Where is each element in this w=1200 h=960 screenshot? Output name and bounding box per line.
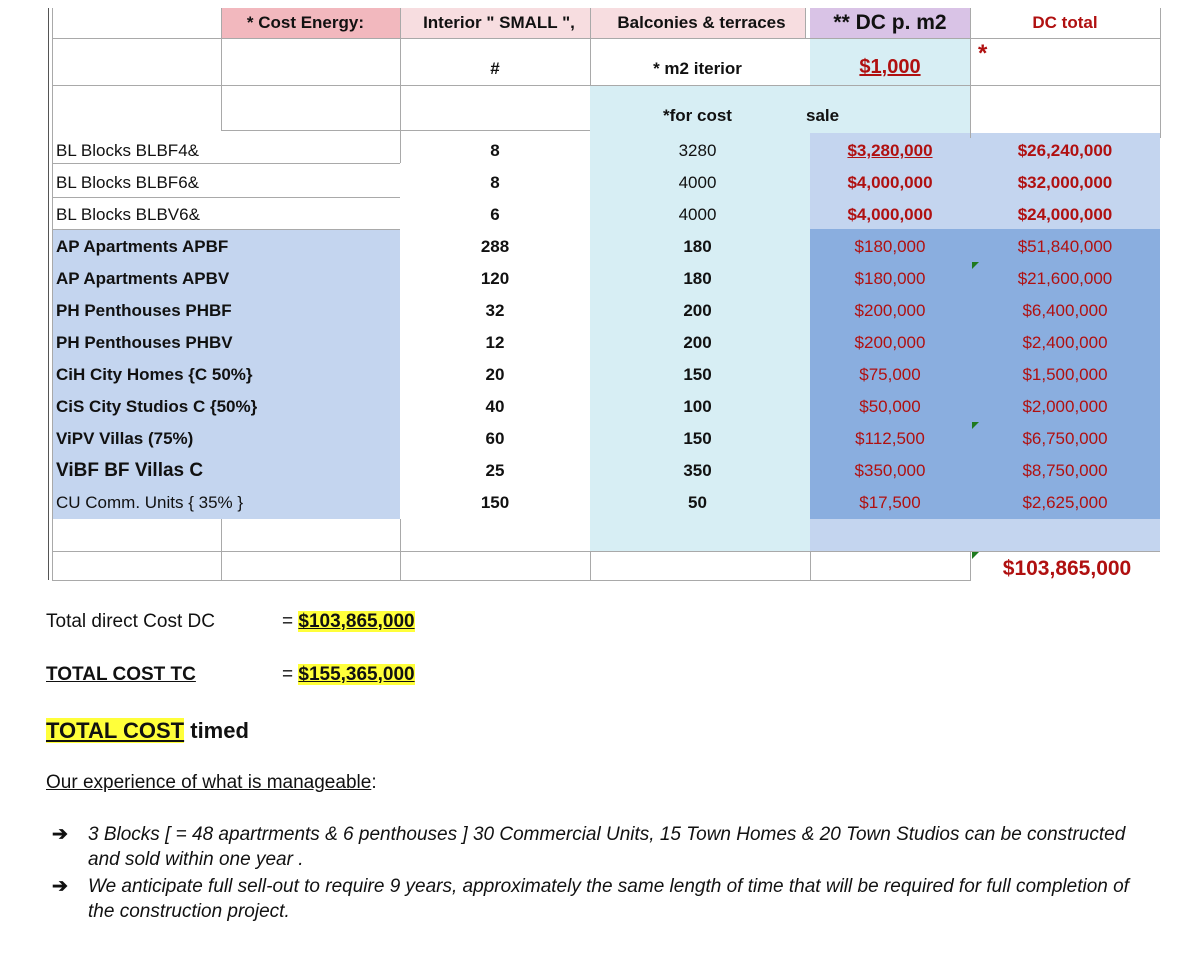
row-dc-per-unit: $200,000 xyxy=(854,333,926,352)
row-dc-total: $2,000,000 xyxy=(1022,397,1108,416)
row-count: 6 xyxy=(490,205,500,224)
total-cost-tc xyxy=(282,664,415,686)
balconies-terraces-header: Balconies & terraces xyxy=(617,13,786,32)
row-m2: 180 xyxy=(683,269,712,288)
total-direct-cost-value: $103,865,000 xyxy=(298,611,415,632)
count-header: # xyxy=(490,59,500,78)
row-label: ViPV Villas (75%) xyxy=(56,429,194,448)
row-dc-per-unit: $4,000,000 xyxy=(847,173,933,192)
experience-heading xyxy=(46,772,377,794)
row-dc-total: $2,625,000 xyxy=(1022,493,1108,512)
total-direct-cost-label: Total direct Cost DC xyxy=(46,611,215,632)
note-text: We anticipate full sell-out to require 9 years, approximately the same length of time that will be required for full completion of the construction project. xyxy=(88,876,1129,922)
row-label: BL Blocks BLBF6& xyxy=(56,173,199,192)
list-item xyxy=(52,822,1132,872)
row-dc-per-unit: $180,000 xyxy=(854,269,926,288)
row-dc-per-unit: $200,000 xyxy=(854,301,926,320)
total-cost-tc-label: TOTAL COST TC xyxy=(46,664,196,685)
row-label: CiH City Homes {C 50%} xyxy=(56,365,253,384)
row-count: 25 xyxy=(485,461,505,480)
row-m2: 3280 xyxy=(678,141,717,160)
list-item xyxy=(52,874,1132,924)
grand-total-value: $103,865,000 xyxy=(1002,557,1132,580)
dc-rate-value: $1,000 xyxy=(859,56,921,78)
row-m2: 350 xyxy=(683,461,712,480)
arrow-right-icon: ➔ xyxy=(52,876,68,897)
for-cost-label: *for cost xyxy=(663,106,732,125)
row-count: 60 xyxy=(485,429,505,448)
row-dc-total: $24,000,000 xyxy=(1017,205,1113,224)
row-m2: 150 xyxy=(683,365,712,384)
total-direct-cost xyxy=(282,611,415,633)
comment-flag-icon xyxy=(972,422,979,429)
cost-energy-header: * Cost Energy: xyxy=(246,13,364,32)
row-count: 288 xyxy=(480,237,510,256)
row-dc-total: $6,750,000 xyxy=(1022,429,1108,448)
row-label: ViBF BF Villas C xyxy=(56,460,204,481)
row-label: AP Apartments APBF xyxy=(56,237,229,256)
m2-interior-header: * m2 iterior xyxy=(653,59,742,78)
row-dc-per-unit: $3,280,000 xyxy=(847,141,933,160)
row-count: 20 xyxy=(485,365,505,384)
total-cost-tc-value: $155,365,000 xyxy=(298,664,415,685)
asterisk-marker: * xyxy=(978,40,988,67)
total-cost-timed xyxy=(46,718,249,744)
arrow-right-icon: ➔ xyxy=(52,824,68,845)
row-m2: 4000 xyxy=(678,205,717,224)
total-cost-timed-label: TOTAL COST xyxy=(46,718,185,743)
row-dc-total: $51,840,000 xyxy=(1017,237,1113,256)
experience-colon: : xyxy=(371,772,377,793)
row-dc-total: $2,400,000 xyxy=(1022,333,1108,352)
row-dc-per-unit: $50,000 xyxy=(859,397,921,416)
row-dc-total: $21,600,000 xyxy=(1017,269,1113,288)
row-count: 40 xyxy=(485,397,505,416)
equals-sign: = xyxy=(282,611,299,632)
row-dc-total: $8,750,000 xyxy=(1022,461,1108,480)
comment-flag-icon xyxy=(972,262,979,269)
sale-label: sale xyxy=(806,106,840,125)
row-dc-total: $6,400,000 xyxy=(1022,301,1108,320)
row-dc-total: $1,500,000 xyxy=(1022,365,1108,384)
row-label: PH Penthouses PHBV xyxy=(56,333,233,352)
row-m2: 4000 xyxy=(678,173,717,192)
row-dc-total: $26,240,000 xyxy=(1017,141,1113,160)
row-dc-per-unit: $180,000 xyxy=(854,237,926,256)
row-label: PH Penthouses PHBF xyxy=(56,301,232,320)
row-count: 150 xyxy=(480,493,510,512)
row-dc-per-unit: $4,000,000 xyxy=(847,205,933,224)
experience-notes xyxy=(52,822,1132,926)
row-count: 120 xyxy=(480,269,510,288)
row-label: AP Apartments APBV xyxy=(56,269,230,288)
row-m2: 180 xyxy=(683,237,712,256)
interior-small-header: Interior " SMALL ", xyxy=(423,13,575,32)
row-count: 8 xyxy=(490,173,500,192)
row-label: BL Blocks BLBF4& xyxy=(56,141,199,160)
row-dc-per-unit: $112,500 xyxy=(855,429,925,448)
row-m2: 200 xyxy=(683,301,712,320)
row-count: 32 xyxy=(485,301,505,320)
row-dc-total: $32,000,000 xyxy=(1017,173,1113,192)
note-text: 3 Blocks [ = 48 apartrments & 6 penthouses ] 30 Commercial Units, 15 Town Homes & 20 Town Studios can be constructed and sold within one year . xyxy=(88,824,1126,870)
row-label: BL Blocks BLBV6& xyxy=(56,205,200,224)
row-count: 12 xyxy=(485,333,505,352)
bottom-blue-fill xyxy=(810,519,1160,551)
row-dc-per-unit: $17,500 xyxy=(859,493,921,512)
row-count: 8 xyxy=(490,141,500,160)
dc-per-m2-header: ** DC p. m2 xyxy=(833,11,947,34)
row-m2: 150 xyxy=(683,429,712,448)
row-dc-per-unit: $75,000 xyxy=(859,365,921,384)
experience-heading-text: Our experience of what is manageable xyxy=(46,772,372,793)
timed-suffix: timed xyxy=(184,718,249,743)
row-label: CiS City Studios C {50%} xyxy=(56,397,258,416)
equals-sign: = xyxy=(282,664,299,685)
row-m2: 50 xyxy=(688,493,707,512)
row-m2: 100 xyxy=(683,397,712,416)
row-label: CU Comm. Units { 35% } xyxy=(56,493,244,512)
row-dc-per-unit: $350,000 xyxy=(854,461,926,480)
row-m2: 200 xyxy=(683,333,712,352)
dc-total-header: DC total xyxy=(1032,13,1098,32)
